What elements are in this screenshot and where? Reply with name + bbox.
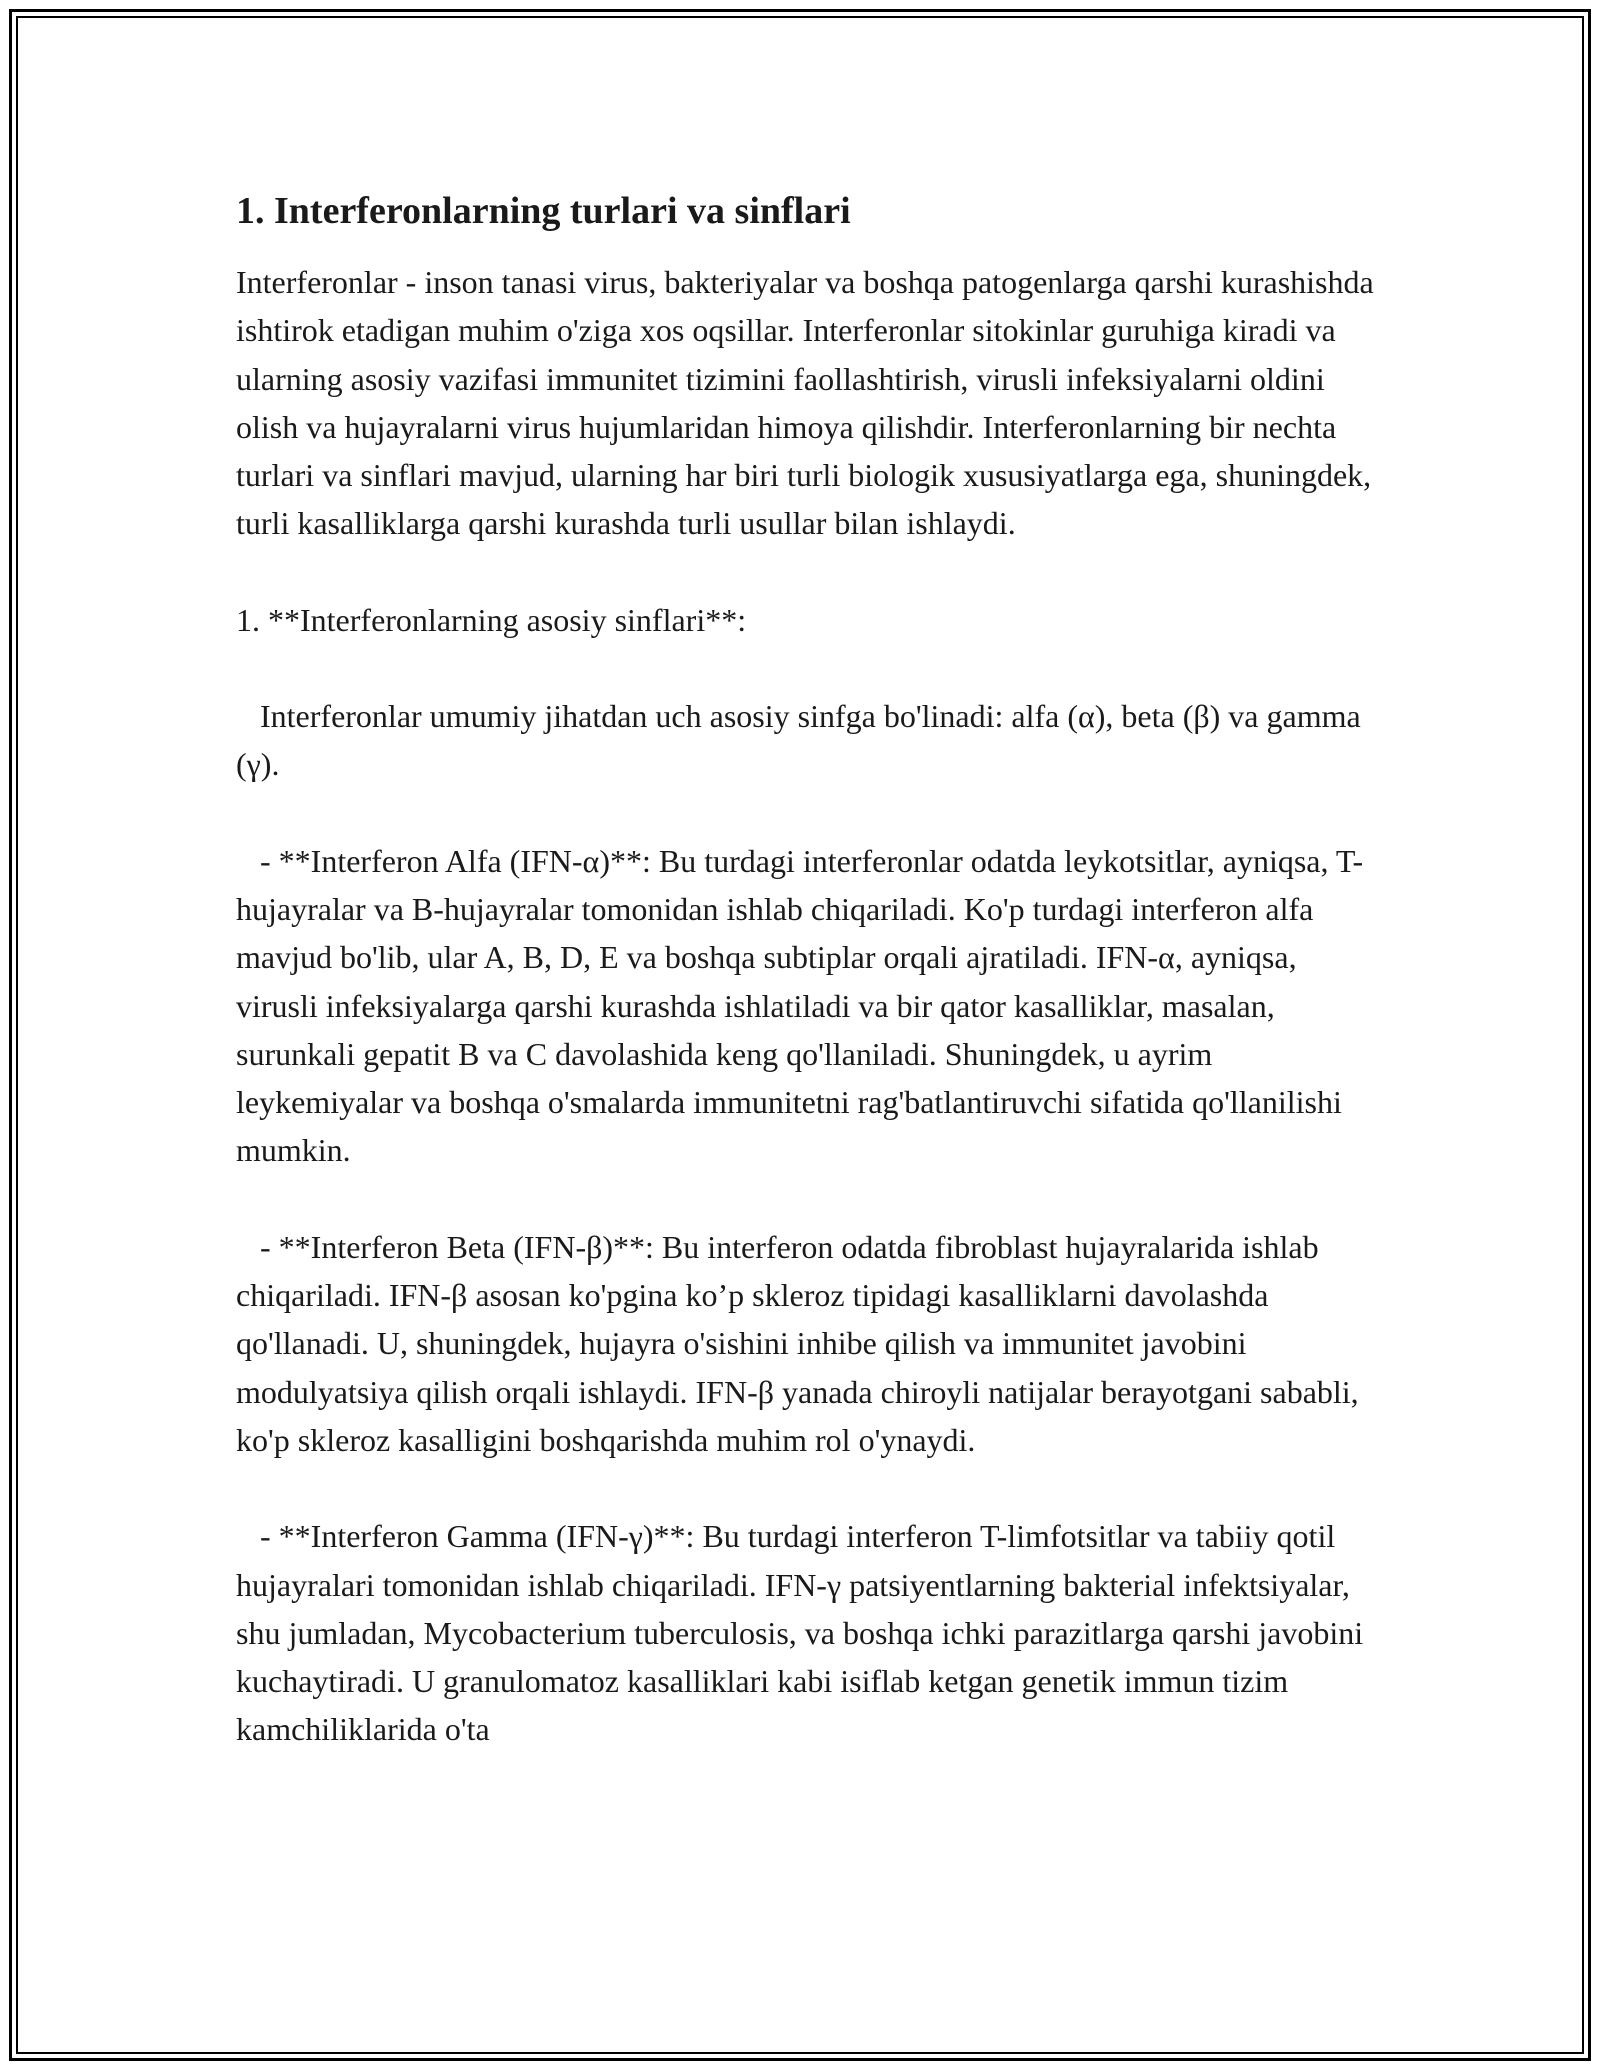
interferon-alfa-paragraph: - **Interferon Alfa (IFN-α)**: Bu turdagi interferonlar odatda leykotsitlar, ayniqsa, T-hujayralar va B-hujayralar tomonidan ishlab chiqariladi. Ko'p turdagi interferon alfa mavjud bo'lib, ular A, B, D, E va boshqa subtiplar orqali ajratiladi. IFN-α, ayniqsa, virusli infeksiyalarga qarshi kurashda ishlatiladi va bir qator kasalliklar, masalan, surunkali gepatit B va C davolashida keng qo'llaniladi. Shuningdek, u ayrim leykemiyalar va boshqa o'smalarda immunitetni rag'batlantiruvchi sifatida qo'llanilishi mumkin. <box>236 842 1364 1169</box>
interferon-beta-paragraph: - **Interferon Beta (IFN-β)**: Bu interferon odatda fibroblast hujayralarida ishlab chiqariladi. IFN-β asosan ko'pgina ko’p skleroz tipidagi kasalliklarni davolashda qo'llanadi. U, shuningdek, hujayra o'sishini inhibe qilish va immunitet javobini modulyatsiya qilish orqali ishlaydi. IFN-β yanada chiroyli natijalar berayotgani sababli, ko'p skleroz kasalligini boshqarishda muhim rol o'ynaydi. <box>236 1228 1367 1458</box>
paragraph-gap <box>236 548 1386 596</box>
classes-section-title: 1. **Interferonlarning asosiy sinflari**: <box>236 601 747 638</box>
intro-paragraph: Interferonlar - inson tanasi virus, bakteriyalar va boshqa patogenlarga qarshi kurashishda ishtirok etadigan muhim o'ziga xos oqsillar. Interferonlar sitokinlar guruhiga kiradi va ularning asosiy vazifasi immunitet tizimini faollashtirish, virusli infeksiyalarni oldini olish va hujayralarni virus hujumlaridan himoya qilishdir. Interferonlarning bir nechta turlari va sinflari mavjud, ularning har biri turli biologik xususiyatlarga ega, shuningdek, turli kasalliklarga qarshi kurashda turli usullar bilan ishlaydi. <box>236 264 1382 542</box>
paragraph-gap <box>236 1175 1386 1223</box>
paragraph-gap <box>236 644 1386 692</box>
document-body <box>236 186 1386 1754</box>
paragraph-gap <box>236 789 1386 837</box>
classes-intro-paragraph: Interferonlar umumiy jihatdan uch asosiy sinfga bo'linadi: alfa (α), beta (β) va gamma (γ). <box>236 698 1369 783</box>
interferon-gamma-paragraph: - **Interferon Gamma (IFN-γ)**: Bu turdagi interferon T-limfotsitlar va tabiiy qotil hujayralari tomonidan ishlab chiqariladi. IFN-γ patsiyentlarning bakterial infektsiyalar, shu jumladan, Mycobacterium tuberculosis, va boshqa ichki parazitlarga qarshi javobini kuchaytiradi. U granulomatoz kasalliklari kabi isiflab ketgan genetik immun tizim kamchiliklarida o'ta <box>236 1518 1372 1748</box>
section-heading: 1. Interferonlarning turlari va sinflari <box>236 190 851 232</box>
paragraph-gap <box>236 1464 1386 1512</box>
